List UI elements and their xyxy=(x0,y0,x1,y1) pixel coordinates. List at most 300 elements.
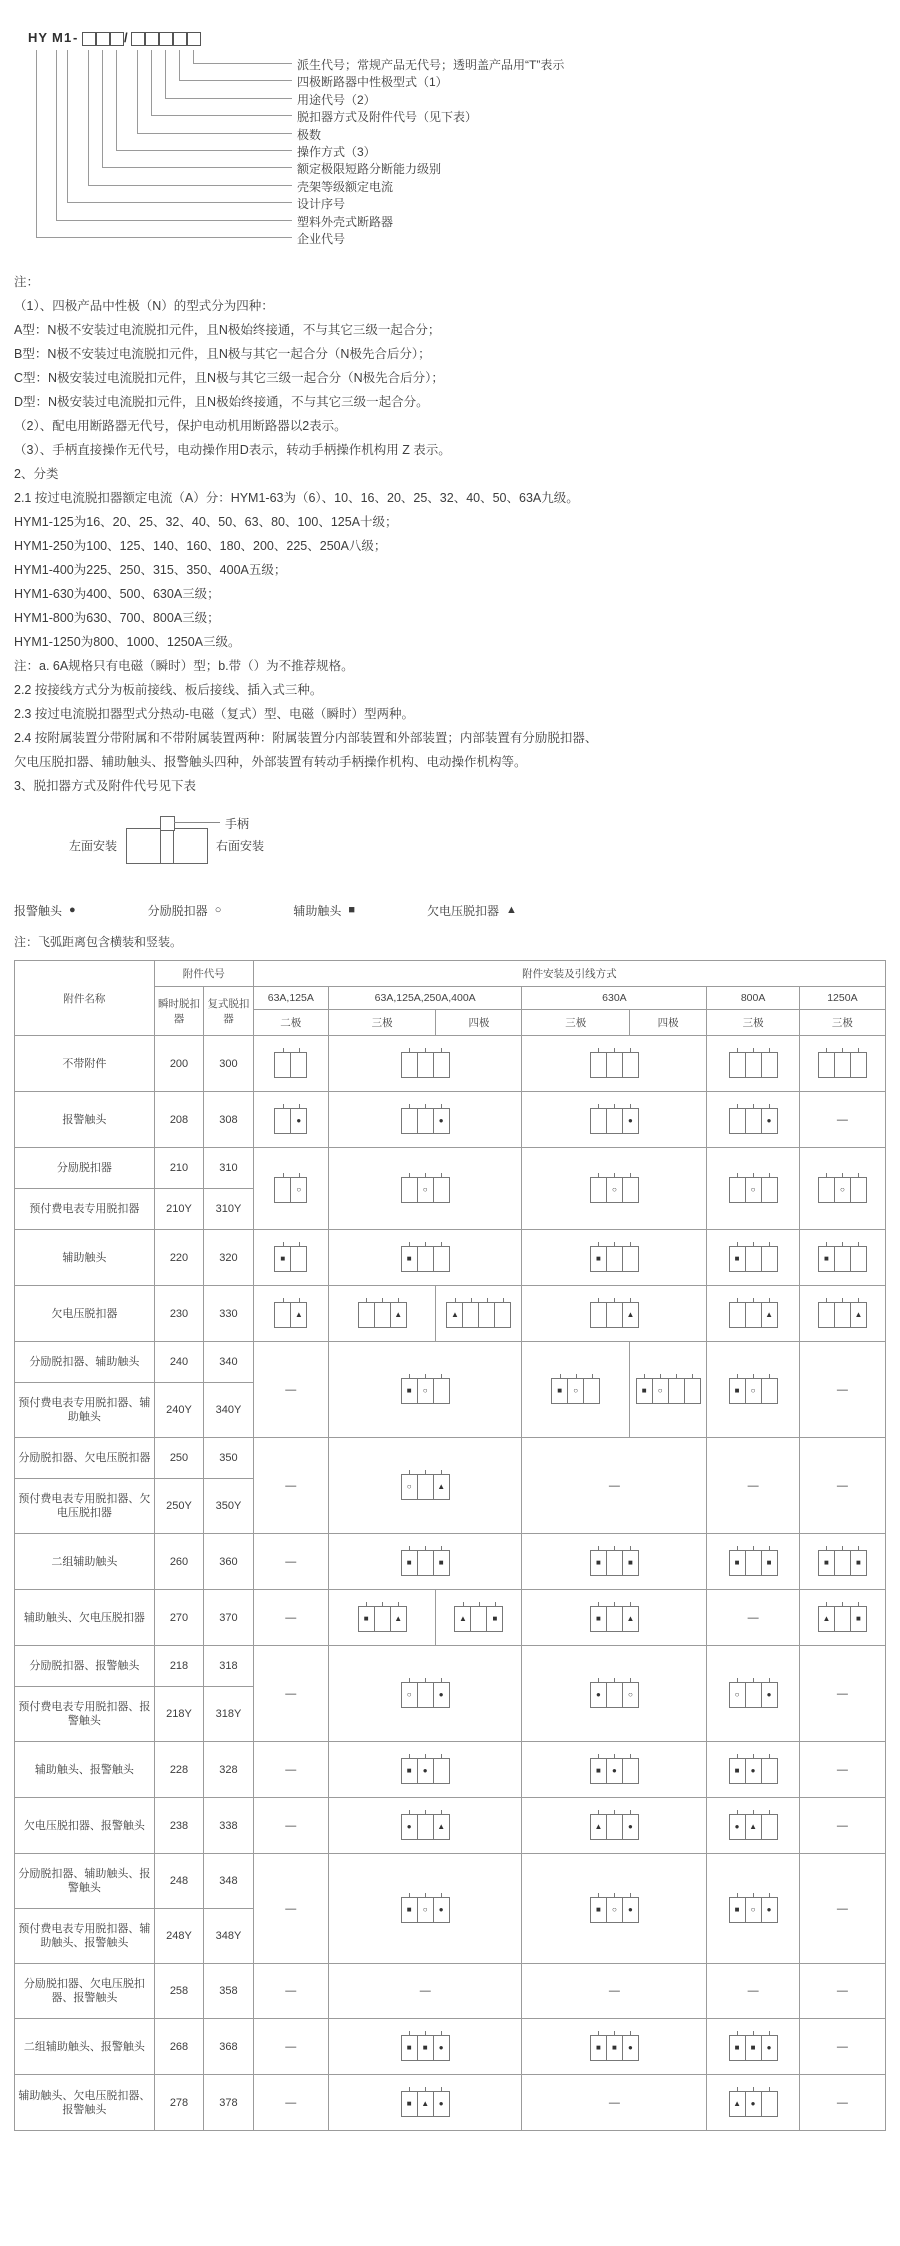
paragraph: 注：a. 6A规格只有电磁（瞬时）型；b.带（）为不推荐规格。 xyxy=(14,659,354,673)
pole-box xyxy=(745,1302,762,1328)
pole-box xyxy=(606,1302,623,1328)
accessory-symbol: ■ xyxy=(492,1614,498,1623)
pole-box xyxy=(590,1897,607,1923)
install-diagram-cell xyxy=(522,1646,707,1742)
pole-box xyxy=(622,1052,639,1078)
pole-box xyxy=(590,2035,607,2061)
pole-box xyxy=(761,2035,778,2061)
model-code-box xyxy=(110,32,124,46)
install-diagram-cell xyxy=(707,2075,799,2131)
instant-code-cell: 278 xyxy=(154,2075,203,2131)
legend-label: 辅助触头 xyxy=(293,904,342,918)
install-diagram-cell xyxy=(328,1854,522,1964)
install-diagram-cell xyxy=(328,2075,522,2131)
pole-box xyxy=(274,1108,291,1134)
legend-label: 报警触头 xyxy=(14,904,63,918)
callout-line-vertical xyxy=(193,50,194,63)
pole-box xyxy=(729,1108,746,1134)
install-diagram-cell xyxy=(522,2019,707,2075)
paragraph: 2.3 按过电流脱扣器型式分热动-电磁（复式）型、电磁（瞬时）型两种。 xyxy=(14,707,415,721)
pole-box xyxy=(433,1108,450,1134)
pole-box xyxy=(567,1378,584,1404)
compound-code-cell: 328 xyxy=(204,1742,253,1798)
install-diagram-cell xyxy=(707,1646,799,1742)
install-diagram-cell xyxy=(328,1148,522,1230)
pole-diagram xyxy=(818,1302,867,1328)
accessory-name-cell: 辅助触头、报警触头 xyxy=(15,1742,155,1798)
pole-box xyxy=(433,1550,450,1576)
callout-label: 额定极限短路分断能力级别 xyxy=(297,162,442,177)
table-row xyxy=(15,1148,886,1189)
install-diagram-cell xyxy=(328,1534,522,1590)
table-row xyxy=(15,1534,886,1590)
header-pole-count: 二极 xyxy=(253,1010,328,1036)
compound-code-cell: 330 xyxy=(204,1286,253,1342)
install-diagram-cell: — xyxy=(328,1964,522,2019)
pole-box xyxy=(417,1474,434,1500)
pole-box xyxy=(433,1474,450,1500)
pole-box xyxy=(622,1177,639,1203)
install-diagram-cell xyxy=(253,1148,328,1230)
accessory-symbol: ▲ xyxy=(822,1614,831,1623)
pole-box xyxy=(622,1550,639,1576)
callout-line-vertical xyxy=(116,50,117,150)
install-diagram-cell xyxy=(707,1854,799,1964)
instant-code-cell: 208 xyxy=(154,1092,203,1148)
pole-box xyxy=(417,1550,434,1576)
instant-code-cell: 238 xyxy=(154,1798,203,1854)
table-row xyxy=(15,1230,886,1286)
pole-diagram xyxy=(401,1897,450,1923)
accessory-symbol: ▲ xyxy=(626,1614,635,1623)
compound-code-cell: 358 xyxy=(204,1964,253,2019)
callout-label: 企业代号 xyxy=(297,232,346,246)
model-code-box xyxy=(187,32,201,46)
pole-box xyxy=(590,1758,607,1784)
pole-diagram xyxy=(729,2035,778,2061)
pole-box xyxy=(652,1378,669,1404)
install-diagram-cell: — xyxy=(707,1590,799,1646)
pole-box xyxy=(606,1758,623,1784)
handle-box xyxy=(160,816,175,831)
paragraph: C型：N极安装过电流脱扣元件，且N极与其它三级一起合分（N极先合后分）； xyxy=(14,371,444,385)
compound-code-cell: 348Y xyxy=(204,1909,253,1964)
accessory-symbol: ▲ xyxy=(854,1310,863,1319)
legend-note: 注：飞弧距离包含横装和竖装。 xyxy=(14,935,183,949)
pole-box xyxy=(401,1474,418,1500)
install-diagram-cell xyxy=(522,1286,707,1342)
table-row xyxy=(15,1964,886,2019)
accessory-symbol: ▲ xyxy=(765,1310,774,1319)
accessory-symbol: ■ xyxy=(406,2099,412,2108)
pole-box xyxy=(274,1052,291,1078)
callout-line-vertical xyxy=(36,50,37,237)
pole-box xyxy=(745,1246,762,1272)
pole-box xyxy=(417,2035,434,2061)
header-pole-count: 四极 xyxy=(629,1010,706,1036)
install-diagram-cell xyxy=(707,1286,799,1342)
pole-box xyxy=(622,1302,639,1328)
paragraph: （1）、四极产品中性极（N）的型式分为四种： xyxy=(14,299,274,313)
instant-code-cell: 230 xyxy=(154,1286,203,1342)
pole-diagram xyxy=(590,1814,639,1840)
callout-line-vertical xyxy=(56,50,57,220)
model-code-text: 1 xyxy=(64,30,73,45)
pole-box xyxy=(622,1682,639,1708)
legend-item xyxy=(148,902,222,919)
legend-item xyxy=(14,902,76,919)
pole-diagram xyxy=(401,1246,450,1272)
callout-line-vertical xyxy=(137,50,138,133)
accessory-symbol: ● xyxy=(438,1905,444,1914)
pole-box xyxy=(486,1606,503,1632)
pole-box xyxy=(622,1897,639,1923)
handle-label: 手柄 xyxy=(225,817,250,831)
pole-box xyxy=(668,1378,685,1404)
pole-diagram xyxy=(401,1758,450,1784)
accessory-symbol: ■ xyxy=(641,1386,647,1395)
header-pole-count: 三极 xyxy=(522,1010,630,1036)
accessory-symbol: ■ xyxy=(734,1254,740,1263)
callout-line-vertical xyxy=(88,50,89,185)
pole-diagram xyxy=(401,1378,450,1404)
accessory-symbol: ● xyxy=(422,1766,428,1775)
pole-box xyxy=(761,1246,778,1272)
pole-box xyxy=(358,1302,375,1328)
compound-code-cell: 350 xyxy=(204,1438,253,1479)
pole-diagram xyxy=(590,1897,639,1923)
model-code-box xyxy=(159,32,173,46)
accessory-symbol: ■ xyxy=(557,1386,563,1395)
pole-box xyxy=(761,1550,778,1576)
legend-symbol: ■ xyxy=(348,904,356,916)
install-diagram-cell xyxy=(328,1742,522,1798)
pole-box xyxy=(590,1814,607,1840)
pole-diagram xyxy=(454,1606,503,1632)
pole-box xyxy=(583,1378,600,1404)
pole-box xyxy=(374,1302,391,1328)
callout-line-horizontal xyxy=(193,63,292,64)
paragraph: （3）、手柄直接操作无代号，电动操作用D表示，转动手柄操作机构用 Z 表示。 xyxy=(14,443,451,457)
pole-diagram xyxy=(274,1052,307,1078)
pole-box xyxy=(417,1897,434,1923)
pole-box xyxy=(761,1302,778,1328)
pole-diagram xyxy=(636,1378,701,1404)
install-diagram-cell xyxy=(799,1286,885,1342)
paragraph: 2.4 按附属装置分带附属和不带附属装置两种：附属装置分内部装置和外部装置；内部装置有分励脱扣器、 xyxy=(14,731,598,745)
pole-box xyxy=(622,2035,639,2061)
pole-box xyxy=(374,1606,391,1632)
pole-box xyxy=(433,1177,450,1203)
accessory-symbol: ● xyxy=(750,1766,756,1775)
install-diagram-cell xyxy=(522,1854,707,1964)
pole-box xyxy=(401,2035,418,2061)
install-diagram-cell: — xyxy=(799,1742,885,1798)
accessory-symbol: ■ xyxy=(438,1558,444,1567)
install-diagram-cell: — xyxy=(253,1742,328,1798)
pole-box xyxy=(761,1378,778,1404)
accessory-symbol: ■ xyxy=(406,2043,412,2052)
accessory-name-cell: 分励脱扣器 xyxy=(15,1148,155,1189)
install-diagram-cell: — xyxy=(253,2019,328,2075)
accessory-symbol: ■ xyxy=(595,1254,601,1263)
pole-diagram xyxy=(729,1378,778,1404)
install-diagram-cell xyxy=(253,1036,328,1092)
accessory-symbol: ● xyxy=(750,2099,756,2108)
install-diagram-cell xyxy=(328,1286,436,1342)
pole-box xyxy=(761,2091,778,2117)
header-pole-count: 三极 xyxy=(707,1010,799,1036)
header-pole-count: 三极 xyxy=(799,1010,885,1036)
accessory-symbol: ○ xyxy=(422,1386,428,1395)
install-diagram-cell xyxy=(799,1230,885,1286)
pole-diagram xyxy=(818,1606,867,1632)
model-code-box xyxy=(145,32,159,46)
pole-box xyxy=(834,1246,851,1272)
instant-code-cell: 210Y xyxy=(154,1189,203,1230)
callout-label: 四极断路器中性极型式（1） xyxy=(297,75,448,90)
accessory-symbol: ■ xyxy=(734,2043,740,2052)
pole-diagram xyxy=(446,1302,511,1328)
pole-diagram xyxy=(729,1550,778,1576)
callout-line-vertical xyxy=(67,50,68,202)
pole-box xyxy=(729,1052,746,1078)
install-diagram-cell: — xyxy=(253,1342,328,1438)
pole-box xyxy=(290,1246,307,1272)
paragraph: B型：N极不安装过电流脱扣元件，且N极与其它一起合分（N极先合后分）； xyxy=(14,347,431,361)
legend-item xyxy=(427,902,517,919)
paragraph: HYM1-400为225、250、315、350、400A五级； xyxy=(14,563,287,577)
paragraph: HYM1-1250为800、1000、1250A三级。 xyxy=(14,635,241,649)
instant-code-cell: 248Y xyxy=(154,1909,203,1964)
install-diagram-cell: — xyxy=(799,1342,885,1438)
table-row xyxy=(15,1590,886,1646)
install-diagram-cell xyxy=(707,2019,799,2075)
instant-code-cell: 210 xyxy=(154,1148,203,1189)
accessory-symbol: ▲ xyxy=(394,1614,403,1623)
pole-box xyxy=(834,1177,851,1203)
paragraph: 2、分类 xyxy=(14,467,59,481)
paragraph: HYM1-250为100、125、140、160、180、200、225、250A八级； xyxy=(14,539,387,553)
pole-box xyxy=(606,1550,623,1576)
pole-box xyxy=(358,1606,375,1632)
paragraph: 欠电压脱扣器、辅助触头、报警触头四种，外部装置有转动手柄操作机构、电动操作机构等。 xyxy=(14,755,527,769)
install-diagram-cell xyxy=(328,1798,522,1854)
accessory-symbol: ■ xyxy=(823,1254,829,1263)
callout-label: 用途代号（2） xyxy=(297,92,376,107)
install-diagram-cell: — xyxy=(253,1964,328,2019)
accessory-symbol: ■ xyxy=(750,2043,756,2052)
accessory-symbol: ▲ xyxy=(626,1310,635,1319)
legend-label: 分励脱扣器 xyxy=(147,904,208,918)
accessory-name-cell: 欠电压脱扣器 xyxy=(15,1286,155,1342)
left-install-label: 左面安装 xyxy=(69,839,118,853)
pole-box xyxy=(761,1177,778,1203)
accessory-name-cell: 分励脱扣器、欠电压脱扣器 xyxy=(15,1438,155,1479)
pole-box xyxy=(606,1177,623,1203)
pole-diagram xyxy=(401,2091,450,2117)
model-code-text: / xyxy=(124,30,129,45)
pole-box xyxy=(684,1378,701,1404)
install-diagram-cell: — xyxy=(707,1438,799,1534)
compound-code-cell: 300 xyxy=(204,1036,253,1092)
table-row xyxy=(15,2075,886,2131)
accessory-name-cell: 分励脱扣器、报警触头 xyxy=(15,1646,155,1687)
pole-box xyxy=(590,1682,607,1708)
pole-box xyxy=(850,1177,867,1203)
pole-box xyxy=(850,1302,867,1328)
callout-label: 设计序号 xyxy=(297,197,346,212)
callout-label: 塑料外壳式断路器 xyxy=(297,214,394,229)
instant-code-cell: 240 xyxy=(154,1342,203,1383)
pole-diagram xyxy=(590,1550,639,1576)
install-diagram-cell: — xyxy=(253,1854,328,1964)
pole-box xyxy=(433,2091,450,2117)
pole-box xyxy=(290,1177,307,1203)
accessory-symbol: ▲ xyxy=(421,2099,430,2108)
pole-diagram xyxy=(590,1302,639,1328)
install-diagram-cell xyxy=(436,1590,522,1646)
pole-diagram xyxy=(590,1177,639,1203)
accessory-name-cell: 报警触头 xyxy=(15,1092,155,1148)
install-diagram-cell xyxy=(328,1036,522,1092)
pole-box xyxy=(622,1814,639,1840)
handle-pointer-line xyxy=(174,822,220,823)
pole-box xyxy=(745,2035,762,2061)
header-compound-release: 复式脱扣器 xyxy=(204,987,253,1036)
install-diagram-cell xyxy=(328,2019,522,2075)
install-diagram-cell: — xyxy=(522,1438,707,1534)
pole-diagram xyxy=(729,1814,778,1840)
accessory-symbol: ● xyxy=(406,1822,412,1831)
accessory-symbol: ○ xyxy=(573,1386,579,1395)
compound-code-cell: 320 xyxy=(204,1230,253,1286)
compound-code-cell: 360 xyxy=(204,1534,253,1590)
pole-box xyxy=(818,1052,835,1078)
pole-box xyxy=(494,1302,511,1328)
accessory-symbol: ● xyxy=(438,2099,444,2108)
instant-code-cell: 220 xyxy=(154,1230,203,1286)
accessory-symbol: ○ xyxy=(422,1905,428,1914)
table-row xyxy=(15,1854,886,1909)
accessory-symbol: ▲ xyxy=(458,1614,467,1623)
pole-box xyxy=(761,1758,778,1784)
legend-item xyxy=(293,902,355,919)
instant-code-cell: 218 xyxy=(154,1646,203,1687)
table-row xyxy=(15,1646,886,1687)
accessory-symbol: ○ xyxy=(627,1690,633,1699)
install-diagram-cell xyxy=(799,1036,885,1092)
pole-box xyxy=(745,1682,762,1708)
accessory-symbol: ○ xyxy=(839,1185,845,1194)
instant-code-cell: 228 xyxy=(154,1742,203,1798)
compound-code-cell: 340 xyxy=(204,1342,253,1383)
accessory-symbol: ▲ xyxy=(733,2099,742,2108)
right-install-label: 右面安装 xyxy=(216,839,265,853)
accessory-symbol: ● xyxy=(438,1116,444,1125)
install-diagram-cell: — xyxy=(707,1964,799,2019)
pole-box xyxy=(433,2035,450,2061)
install-diagram-cell xyxy=(522,1342,630,1438)
pole-box xyxy=(390,1302,407,1328)
pole-diagram xyxy=(274,1246,307,1272)
pole-diagram xyxy=(818,1052,867,1078)
pole-box xyxy=(745,1378,762,1404)
accessory-symbol: ■ xyxy=(823,1558,829,1567)
pole-box xyxy=(729,1177,746,1203)
callout-line-vertical xyxy=(179,50,180,80)
pole-box xyxy=(745,1897,762,1923)
install-diagram-cell: — xyxy=(253,1590,328,1646)
pole-box xyxy=(417,1814,434,1840)
pole-box xyxy=(274,1246,291,1272)
pole-diagram xyxy=(401,1474,450,1500)
accessory-name-cell: 分励脱扣器、辅助触头 xyxy=(15,1342,155,1383)
callout-line-vertical xyxy=(165,50,166,98)
instant-code-cell: 268 xyxy=(154,2019,203,2075)
callout-line-vertical xyxy=(102,50,103,167)
accessory-symbol: ○ xyxy=(406,1482,412,1491)
callout-line-horizontal xyxy=(137,133,292,134)
accessory-symbol: ■ xyxy=(595,2043,601,2052)
pole-diagram xyxy=(729,1052,778,1078)
divider-line xyxy=(160,829,161,863)
pole-box xyxy=(636,1378,653,1404)
pole-box xyxy=(850,1052,867,1078)
pole-box xyxy=(401,1052,418,1078)
accessory-name-cell: 预付费电表专用脱扣器、辅助触头、报警触头 xyxy=(15,1909,155,1964)
instant-code-cell: 250Y xyxy=(154,1479,203,1534)
accessory-name-cell: 辅助触头、欠电压脱扣器 xyxy=(15,1590,155,1646)
accessory-symbol: ■ xyxy=(280,1254,286,1263)
pole-diagram xyxy=(590,1606,639,1632)
pole-box xyxy=(622,1606,639,1632)
pole-box xyxy=(417,1378,434,1404)
pole-box xyxy=(462,1302,479,1328)
pole-box xyxy=(818,1550,835,1576)
install-diagram-cell xyxy=(328,1230,522,1286)
pole-diagram xyxy=(401,1550,450,1576)
install-diagram-cell: — xyxy=(799,2019,885,2075)
table-row xyxy=(15,1036,886,1092)
pole-box xyxy=(745,1108,762,1134)
pole-box xyxy=(606,1052,623,1078)
pole-box xyxy=(401,1550,418,1576)
install-diagram-cell xyxy=(707,1148,799,1230)
pole-box xyxy=(590,1606,607,1632)
accessory-name-cell: 二组辅助触头、报警触头 xyxy=(15,2019,155,2075)
breaker-outline xyxy=(126,828,208,864)
install-diagram-cell: — xyxy=(799,1964,885,2019)
header-instant-release: 瞬时脱扣器 xyxy=(154,987,203,1036)
accessory-symbol: ■ xyxy=(595,1614,601,1623)
table-row xyxy=(15,1092,886,1148)
accessory-symbol: ■ xyxy=(595,1766,601,1775)
accessory-name-cell: 预付费电表专用脱扣器 xyxy=(15,1189,155,1230)
accessory-symbol: ● xyxy=(766,1690,772,1699)
paragraph: 2.1 按过电流脱扣器额定电流（A）分：HYM1-63为（6）、10、16、20、25、32、40、50、63A九级。 xyxy=(14,491,579,505)
model-code-box xyxy=(96,32,110,46)
install-diagram xyxy=(14,802,886,898)
pole-box xyxy=(590,1177,607,1203)
pole-box xyxy=(606,1682,623,1708)
pole-box xyxy=(290,1108,307,1134)
accessory-name-cell: 分励脱扣器、辅助触头、报警触头 xyxy=(15,1854,155,1909)
pole-box xyxy=(478,1302,495,1328)
accessory-name-cell: 预付费电表专用脱扣器、报警触头 xyxy=(15,1687,155,1742)
accessory-table xyxy=(14,960,886,2131)
pole-box xyxy=(417,1682,434,1708)
